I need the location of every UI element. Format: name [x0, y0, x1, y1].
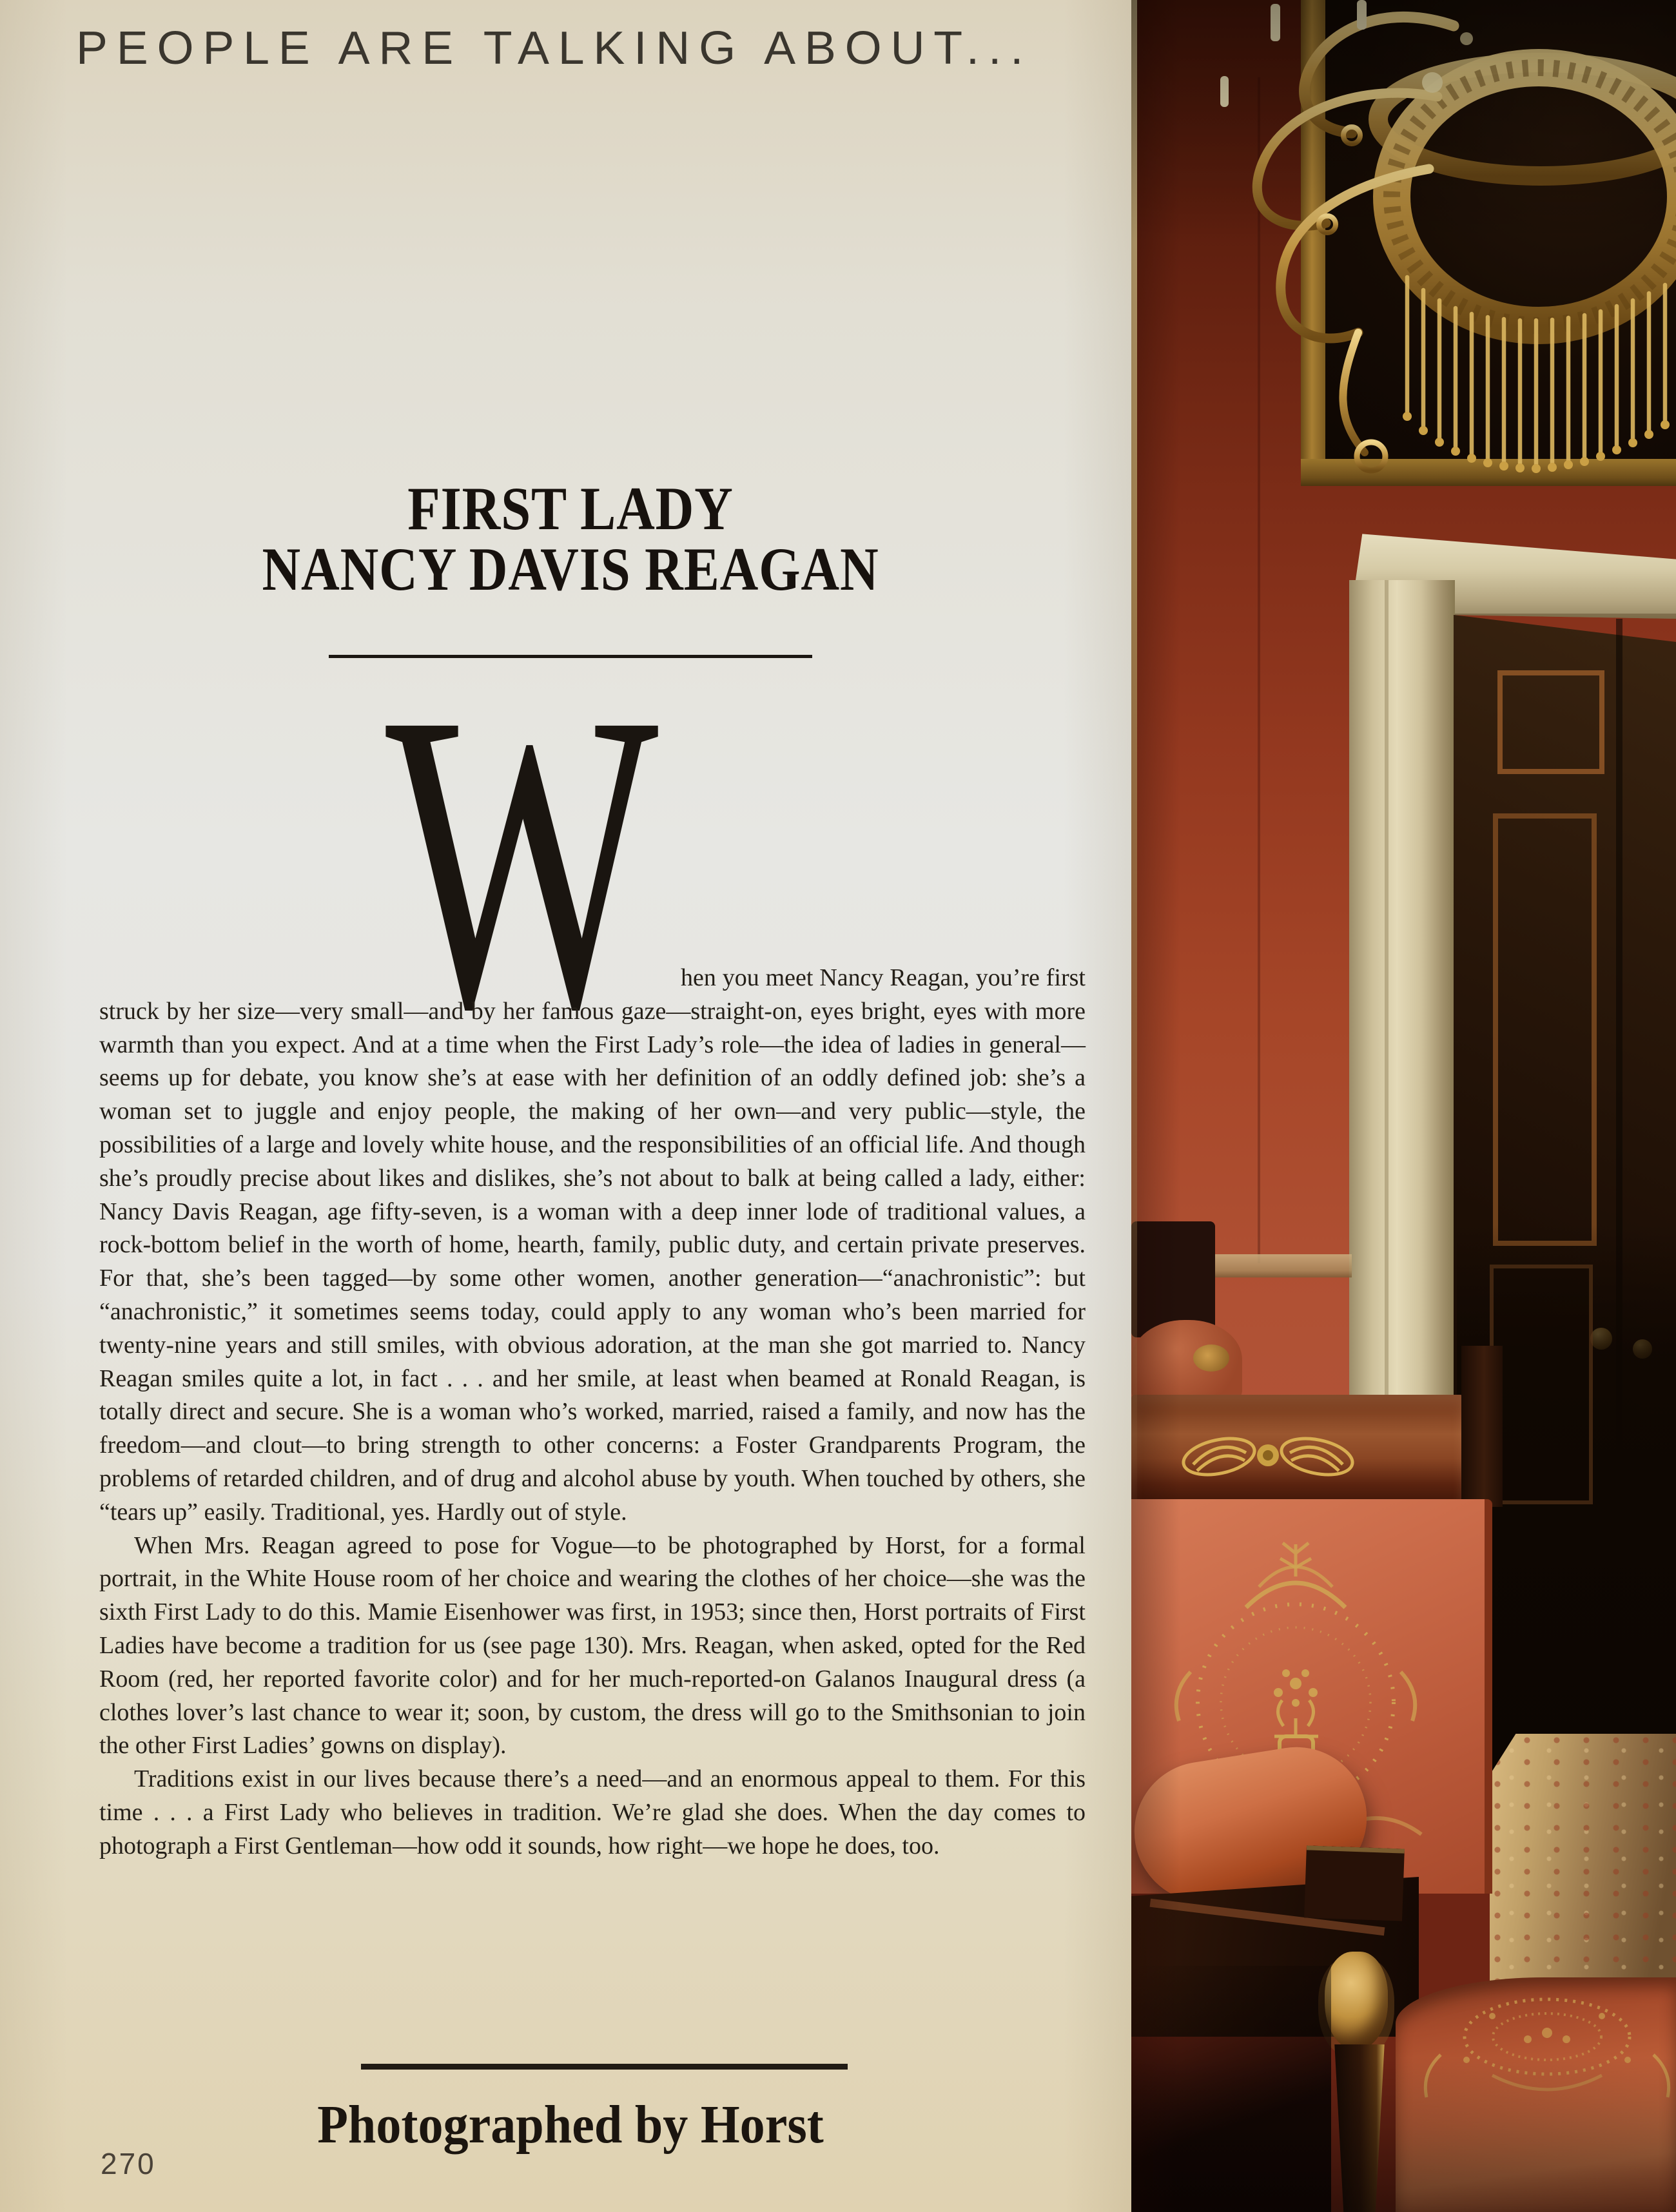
- chair-back-post: [1461, 1346, 1503, 1507]
- kicker-headline: PEOPLE ARE TALKING ABOUT...: [76, 23, 1033, 74]
- title-line-2: NANCY DAVIS REAGAN: [262, 535, 879, 603]
- background-furniture-shadow: [1131, 1221, 1215, 1337]
- red-room-photograph: [1131, 0, 1676, 2212]
- paragraph-3: Traditions exist in our lives because there’s a need—and an enormous appeal to them. For this time . . . a First Lady who believes in tradition. We’re glad she does. When the day comes to photograph a First Gentleman—how odd it sounds, how right—we hope he does, too.: [99, 1765, 1086, 1859]
- photo-edge-highlight: [1131, 0, 1137, 1547]
- seat-damask-pattern: [1396, 1977, 1676, 2212]
- caryatid-post: [1331, 2044, 1388, 2212]
- gilt-caryatid-head: [1325, 1952, 1388, 2050]
- paragraph-1: hen you meet Nancy Reagan, you’re first struck by her size—very small—and by her famous gaze—straight-on, eyes bright, eyes with more warmth than you expect. And at a time when the First Lady’s role—the idea of ladies in general—seems up for debate, you know she’s at ease with her definition of an oddly defined job: she’s a woman set to juggle and enjoy people, the making of her own—and very public—style, the possibilities of a large and lovely white house, and the responsibilities of an official life. And though she’s proudly precise about likes and dislikes, she’s not about to balk at being called a lady, either: Nancy Davis Reagan, age fifty-seven, is a woman with a deep inner lode of traditional values, a rock-bottom belief in the worth of home, hearth, family, public duty, and certain private preserves. For that, she’s been tagged—by some other women, another generation—“anachronistic”: but “anachronistic,” it sometimes seems today, could apply to any woman who’s been married for twenty-nine years and still smiles, with obvious adoration, at the man she got married to. Nancy Reagan smiles quite a lot, in fact . . . and her smile, at least when beamed at Ronald Reagan, is totally direct and secure. She is a woman who’s worked, married, raised a family, and now has the freedom—and clout—to bring strength to other concerns: a Foster Grandparents Program, the problems of retarded children, and of drug and alcohol abuse by youth. When touched by others, she “tears up” easily. Traditional, yes. Hardly out of style.: [99, 964, 1086, 1526]
- credit-divider-rule: [361, 2064, 848, 2070]
- article-body: [99, 962, 1086, 1863]
- oriental-carpet: [1490, 1734, 1676, 1992]
- bottom-left-shadow: [1131, 1966, 1331, 2212]
- door-inlay-panel-tall: [1493, 813, 1597, 1246]
- brass-object: [1193, 1344, 1229, 1372]
- article-title: [77, 474, 1064, 603]
- shadow-frame-outline: [1490, 1265, 1593, 1504]
- photographer-credit: Photographed by Horst: [317, 2095, 824, 2155]
- door-inlay-panel-top: [1497, 670, 1604, 774]
- gilt-chandelier-illustration: [1144, 0, 1676, 651]
- title-line-1: FIRST LADY: [407, 474, 734, 543]
- drop-cap-w: W: [385, 625, 659, 1096]
- chair-seat-cushion: [1396, 1977, 1676, 2212]
- mahogany-crest-rail: [1131, 1395, 1464, 1504]
- page-number: 270: [101, 2147, 156, 2180]
- ormolu-mount: [1174, 1426, 1361, 1487]
- caryatid-capital-block: [1304, 1845, 1405, 1921]
- paragraph-2: When Mrs. Reagan agreed to pose for Vogue—to be photographed by Horst, for a formal portrait, in the White House room of her choice and wearing the clothes of her choice—she was the sixth First Lady to do this. Mamie Eisenhower was first, in 1953; since then, Horst portraits of First Ladies have become a tradition for us (see page 130). Mrs. Reagan, when asked, opted for the Red Room (red, her reported favorite color) and for her much-reported-on Galanos Inaugural dress (a clothes lover’s last chance to wear it; soon, by custom, the dress will go to the Smithsonian to join the other First Ladies’ gowns on display).: [99, 1531, 1086, 1760]
